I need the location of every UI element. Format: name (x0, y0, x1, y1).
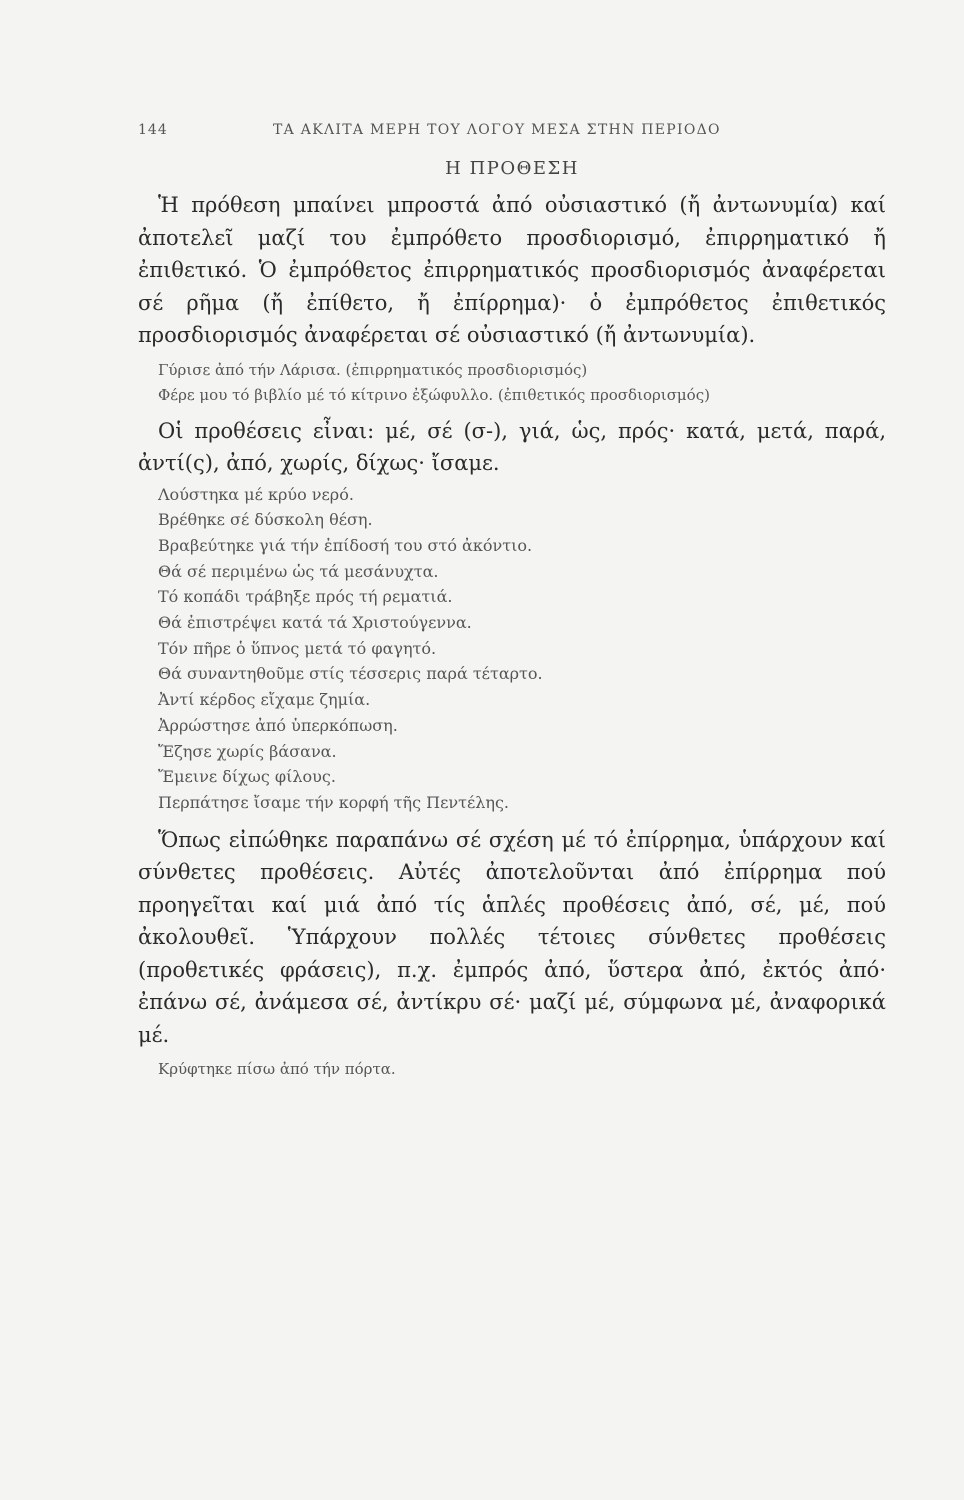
section-title: Η ΠΡΟΘΕΣΗ (445, 158, 579, 179)
intro-paragraph: Ἡ πρόθεση μπαίνει μπροστά ἀπό οὐσιαστικό (ἤ ἀντωνυμία) καί ἀποτελεῖ μαζί του ἐμπρόθετο προσδιορισμό, ἐπιρρηματικό ἤ ἐπιθετικό. Ὁ ἐμπρόθετος ἐπιρρηματικός προσδιορισμός ἀναφέρεται σέ ρῆμα (ἤ ἐπίθετο, ἤ ἐπίρρημα)· ὁ ἐμπρόθετος ἐπιθετικός προσδιορισμός ἀναφέρεται σέ οὐσιαστικό (ἤ ἀντωνυμία). (138, 193, 886, 347)
example-line: Θά ἐπιστρέψει κατά τά Χριστούγεννα. (158, 613, 472, 633)
first-examples (138, 358, 886, 409)
example-line: Λούστηκα μέ κρύο νερό. (158, 484, 354, 504)
page (138, 118, 886, 1089)
second-examples (158, 482, 886, 816)
page-number: 144 (138, 122, 168, 138)
example-line: Γύρισε ἀπό τήν Λάρισα. (ἐπιρρηματικός προσδιορισμός) (158, 360, 588, 379)
example-line: Θά σέ περιμένω ὡς τά μεσάνυχτα. (158, 561, 439, 581)
example-line: Βρέθηκε σέ δύσκολη θέση. (158, 510, 373, 530)
example-line: Θά συναντηθοῦμε στίς τέσσερις παρά τέταρτο. (158, 664, 543, 684)
example-line: Ἀρρώστησε ἀπό ὑπερκόπωση. (158, 715, 398, 735)
example-line: Τό κοπάδι τράβηξε πρός τή ρεματιά. (158, 587, 453, 607)
running-head (138, 118, 886, 146)
final-example: Κρύφτηκε πίσω ἀπό τήν πόρτα. (158, 1060, 396, 1079)
example-line: Τόν πῆρε ὁ ὕπνος μετά τό φαγητό. (158, 638, 437, 658)
example-line: Ἔμεινε δίχως φίλους. (158, 767, 336, 787)
example-line: Βραβεύτηκε γιά τήν ἐπίδοσή του στό ἀκόντιο. (158, 535, 533, 555)
example-line: Φέρε μου τό βιβλίο μέ τό κίτρινο ἐξώφυλλο. (ἐπιθετικός προσδιορισμός) (158, 386, 710, 404)
running-title: ΤΑ ΑΚΛΙΤΑ ΜΕΡΗ ΤΟΥ ΛΟΓΟΥ ΜΕΣΑ ΣΤΗΝ ΠΕΡΙΟΔΟ (273, 122, 721, 138)
compound-paragraph: Ὅπως εἰπώθηκε παραπάνω σέ σχέση μέ τό ἐπίρρημα, ὑπάρχουν καί σύνθετες προθέσεις. Αὐτές ἀποτελοῦνται ἀπό ἐπίρρημα πού προηγεῖται καί μιά ἀπό τίς ἁπλές προθέσεις ἀπό, σέ, μέ, πού ἀκολουθεῖ. Ὑπάρχουν πολλές τέτοιες σύνθετες προθέσεις (προθετικές φράσεις), π.χ. ἐμπρός ἀπό, ὕστερα ἀπό, ἐκτός ἀπό· ἐπάνω σέ, ἀνάμεσα σέ, ἀντίκρυ σέ· μαζί μέ, σύμφωνα μέ, ἀναφορικά μέ. (138, 827, 886, 1047)
final-example-block (138, 1057, 886, 1083)
example-line: Περπάτησε ἴσαμε τήν κορφή τῆς Πεντέλης. (158, 792, 510, 812)
example-line: Ἔζησε χωρίς βάσανα. (158, 741, 337, 761)
example-line: Ἀντί κέρδος εἴχαμε ζημία. (158, 690, 371, 710)
prepositions-paragraph: Οἱ προθέσεις εἶναι: μέ, σέ (σ-), γιά, ὡς, πρός· κατά, μετά, παρά, ἀντί(ς), ἀπό, χωρίς, δίχως· ἴσαμε. (138, 418, 886, 475)
